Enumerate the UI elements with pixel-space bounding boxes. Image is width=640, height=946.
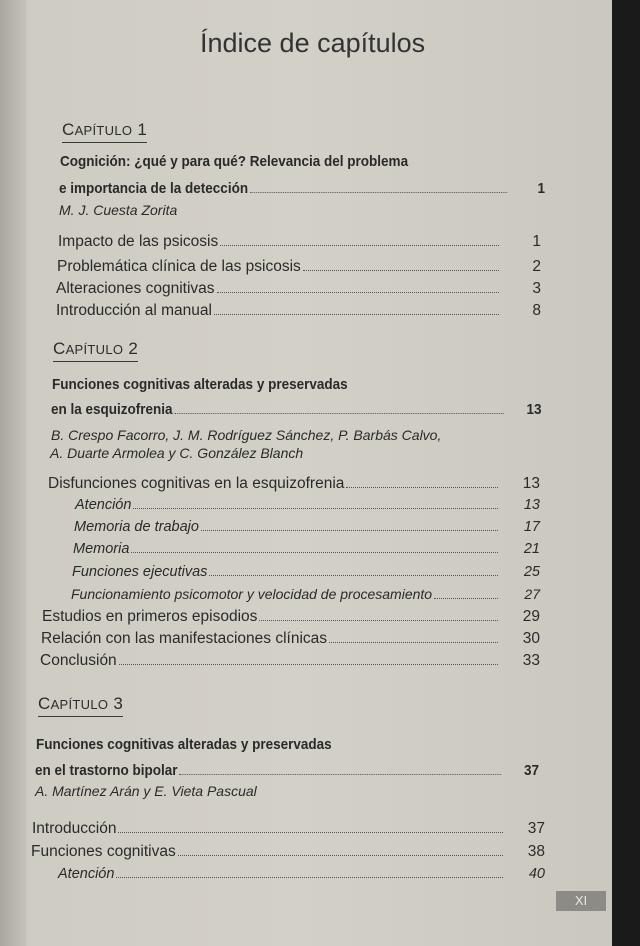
toc-subentry[interactable]: Atención 13: [75, 497, 540, 513]
chapter-1-heading[interactable]: e importancia de la detección 1: [59, 180, 545, 197]
page-number: XI: [556, 891, 606, 911]
chapter-1-heading-line1: Cognición: ¿qué y para qué? Relevancia del problema: [60, 153, 409, 170]
toc-entry[interactable]: Funciones cognitivas 38: [31, 843, 545, 860]
toc-subentry[interactable]: Funcionamiento psicomotor y velocidad de procesamiento 27: [71, 586, 540, 602]
toc-entry[interactable]: Introducción al manual 8: [56, 302, 541, 319]
chapter-3-label: CAPÍTULO 3: [38, 694, 123, 717]
toc-entry[interactable]: Impacto de las psicosis 1: [58, 233, 541, 250]
chapter-1-authors: M. J. Cuesta Zorita: [59, 202, 178, 218]
toc-entry[interactable]: Conclusión 33: [40, 652, 540, 669]
toc-entry[interactable]: Relación con las manifestaciones clínicas 30: [41, 630, 540, 647]
toc-entry[interactable]: Estudios en primeros episodios 29: [42, 608, 540, 625]
toc-subentry[interactable]: Atención 40: [58, 866, 545, 882]
toc-entry[interactable]: Introducción 37: [32, 820, 545, 837]
chapter-3-heading[interactable]: en el trastorno bipolar 37: [35, 762, 539, 779]
toc-entry[interactable]: Problemática clínica de las psicosis 2: [57, 258, 541, 275]
chapter-2-label: CAPÍTULO 2: [53, 339, 138, 362]
toc-entry[interactable]: Alteraciones cognitivas 3: [56, 280, 541, 297]
toc-entry[interactable]: Disfunciones cognitivas en la esquizofrenia 13: [48, 475, 540, 492]
chapter-1-label: CAPÍTULO 1: [62, 120, 147, 143]
toc-subentry[interactable]: Memoria 21: [73, 541, 540, 557]
facing-page-edge: [0, 0, 26, 946]
toc-subentry[interactable]: Memoria de trabajo 17: [74, 519, 540, 535]
chapter-2-heading-line1: Funciones cognitivas alteradas y preservadas: [52, 376, 348, 393]
toc-subentry[interactable]: Funciones ejecutivas 25: [72, 564, 540, 580]
chapter-3-authors: A. Martínez Arán y E. Vieta Pascual: [35, 783, 257, 799]
chapter-2-authors-line2: A. Duarte Armolea y C. González Blanch: [50, 445, 304, 461]
chapter-2-authors-line1: B. Crespo Facorro, J. M. Rodríguez Sánchez, P. Barbás Calvo,: [51, 427, 442, 443]
chapter-2-heading[interactable]: en la esquizofrenia 13: [51, 401, 542, 418]
page-title: Índice de capítulos: [200, 28, 426, 58]
chapter-3-heading-line1: Funciones cognitivas alteradas y preservadas: [36, 736, 332, 753]
